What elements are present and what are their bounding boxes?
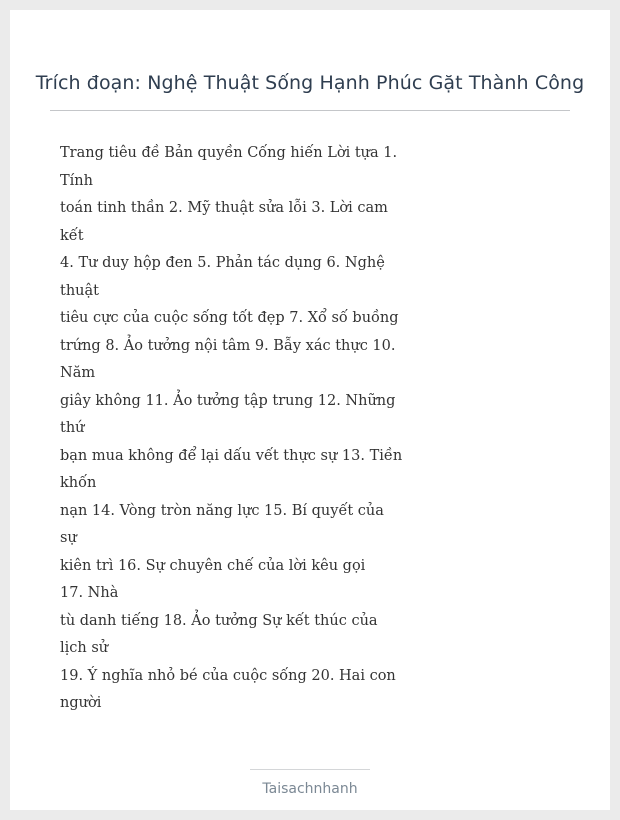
text-line: 19. Ý nghĩa nhỏ bé của cuộc sống 20. Hai con bbox=[60, 667, 396, 684]
footer-source: Taisachnhanh bbox=[262, 781, 358, 797]
text-line: Trang tiêu đề Bản quyền Cống hiến Lời tựa 1. bbox=[60, 145, 398, 161]
text-line: nạn 14. Vòng tròn năng lực 15. Bí quyết của bbox=[60, 502, 384, 519]
footer-divider bbox=[250, 769, 370, 770]
text-line: tiêu cực của cuộc sống tốt đẹp 7. Xổ số buồng bbox=[60, 310, 399, 326]
body-text bbox=[60, 140, 403, 718]
text-line: thuật bbox=[60, 282, 99, 299]
text-line: 17. Nhà bbox=[60, 585, 119, 601]
text-line: khốn bbox=[60, 475, 97, 491]
page-title: Trích đoạn: Nghệ Thuật Sống Hạnh Phúc Gặt Thành Công bbox=[35, 72, 585, 94]
text-line: kiên trì 16. Sự chuyên chế của lời kêu gọi bbox=[60, 557, 366, 574]
text-line: giây không 11. Ảo tưởng tập trung 12. Những bbox=[60, 392, 396, 409]
title-divider bbox=[50, 110, 570, 111]
text-line: toán tinh thần 2. Mỹ thuật sửa lỗi 3. Lời cam bbox=[60, 200, 388, 216]
text-line: Tính bbox=[60, 172, 93, 189]
text-line: trứng 8. Ảo tưởng nội tâm 9. Bẫy xác thực 10. bbox=[60, 337, 396, 354]
text-line: 4. Tư duy hộp đen 5. Phản tác dụng 6. Nghệ bbox=[60, 255, 385, 271]
text-line: bạn mua không để lại dấu vết thực sự 13. Tiền bbox=[60, 447, 403, 464]
text-line: tù danh tiếng 18. Ảo tưởng Sự kết thúc của bbox=[60, 612, 378, 629]
document-page bbox=[10, 10, 610, 810]
text-line: người bbox=[60, 695, 102, 711]
text-line: sự bbox=[60, 530, 77, 546]
text-line: Năm bbox=[60, 365, 96, 381]
text-line: thứ bbox=[60, 420, 85, 436]
text-line: kết bbox=[60, 227, 84, 244]
text-line: lịch sử bbox=[60, 640, 109, 656]
